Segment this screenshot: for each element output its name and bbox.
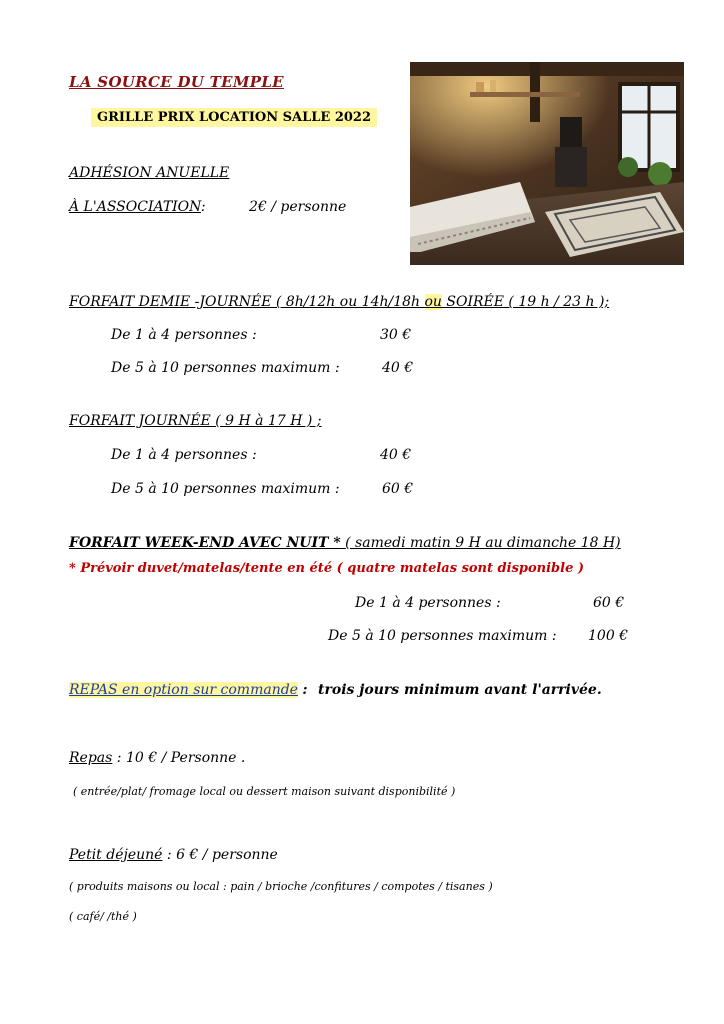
repas-label: Repas (69, 750, 113, 766)
meals-option-note: trois jours minimum avant l'arrivée. (318, 682, 602, 698)
repas-price: : 10 € / Personne . (116, 750, 246, 766)
weekend-title (69, 535, 621, 551)
membership-price: 2€ / personne (249, 199, 347, 215)
day-row-1-price: 40 € (380, 447, 412, 463)
breakfast-price: : 6 € / personne (166, 847, 278, 863)
room-photo (410, 62, 684, 265)
half-day-title-ou: ou (424, 294, 442, 310)
half-day-title-part1: FORFAIT DEMIE -JOURNÉE ( 8h/12h ou 14h/18h (69, 294, 421, 310)
half-day-row-1-label: De 1 à 4 personnes : (111, 327, 257, 343)
half-day-title-part2: SOIRÉE ( 19 h / 23 h ); (446, 294, 610, 310)
weekend-row-2-label: De 5 à 10 personnes maximum : (328, 628, 557, 644)
weekend-note: * Prévoir duvet/matelas/tente en été ( quatre matelas sont disponible ) (69, 561, 585, 576)
repas-line (69, 750, 245, 766)
weekend-row-2-price: 100 € (588, 628, 629, 644)
brand-title: LA SOURCE DU TEMPLE (69, 73, 284, 91)
day-row-1-label: De 1 à 4 personnes : (111, 447, 257, 463)
membership-heading-1: ADHÉSION ANUELLE (69, 165, 230, 181)
price-grid-subtitle: GRILLE PRIX LOCATION SALLE 2022 (91, 108, 377, 127)
breakfast-line (69, 847, 278, 863)
day-row-2-label: De 5 à 10 personnes maximum : (111, 481, 340, 497)
breakfast-detail-1: ( produits maisons ou local : pain / brioche /confitures / compotes / tisanes ) (69, 880, 493, 893)
room-photo-image (410, 62, 684, 265)
weekend-row-1-price: 60 € (593, 595, 625, 611)
membership-association-label: À L'ASSOCIATION (69, 199, 201, 215)
breakfast-label: Petit déjeuné (69, 847, 163, 863)
weekend-title-bold: FORFAIT WEEK-END AVEC NUIT * (69, 535, 341, 551)
meals-option-line (69, 682, 602, 698)
membership-heading-2 (69, 199, 206, 215)
meals-option-colon: : (302, 682, 308, 698)
breakfast-detail-2: ( café/ /thé ) (69, 910, 137, 923)
day-row-2-price: 60 € (382, 481, 414, 497)
membership-colon: : (200, 199, 206, 215)
weekend-title-rest: ( samedi matin 9 H au dimanche 18 H) (345, 535, 621, 551)
half-day-row-1-price: 30 € (380, 327, 412, 343)
repas-detail: ( entrée/plat/ fromage local ou dessert maison suivant disponibilité ) (73, 785, 456, 798)
half-day-row-2-label: De 5 à 10 personnes maximum : (111, 360, 340, 376)
day-title: FORFAIT JOURNÉE ( 9 H à 17 H ) ; (69, 413, 322, 429)
weekend-row-1-label: De 1 à 4 personnes : (355, 595, 501, 611)
half-day-row-2-price: 40 € (382, 360, 414, 376)
meals-option-label: REPAS en option sur commande (69, 682, 298, 698)
half-day-title (69, 294, 609, 310)
